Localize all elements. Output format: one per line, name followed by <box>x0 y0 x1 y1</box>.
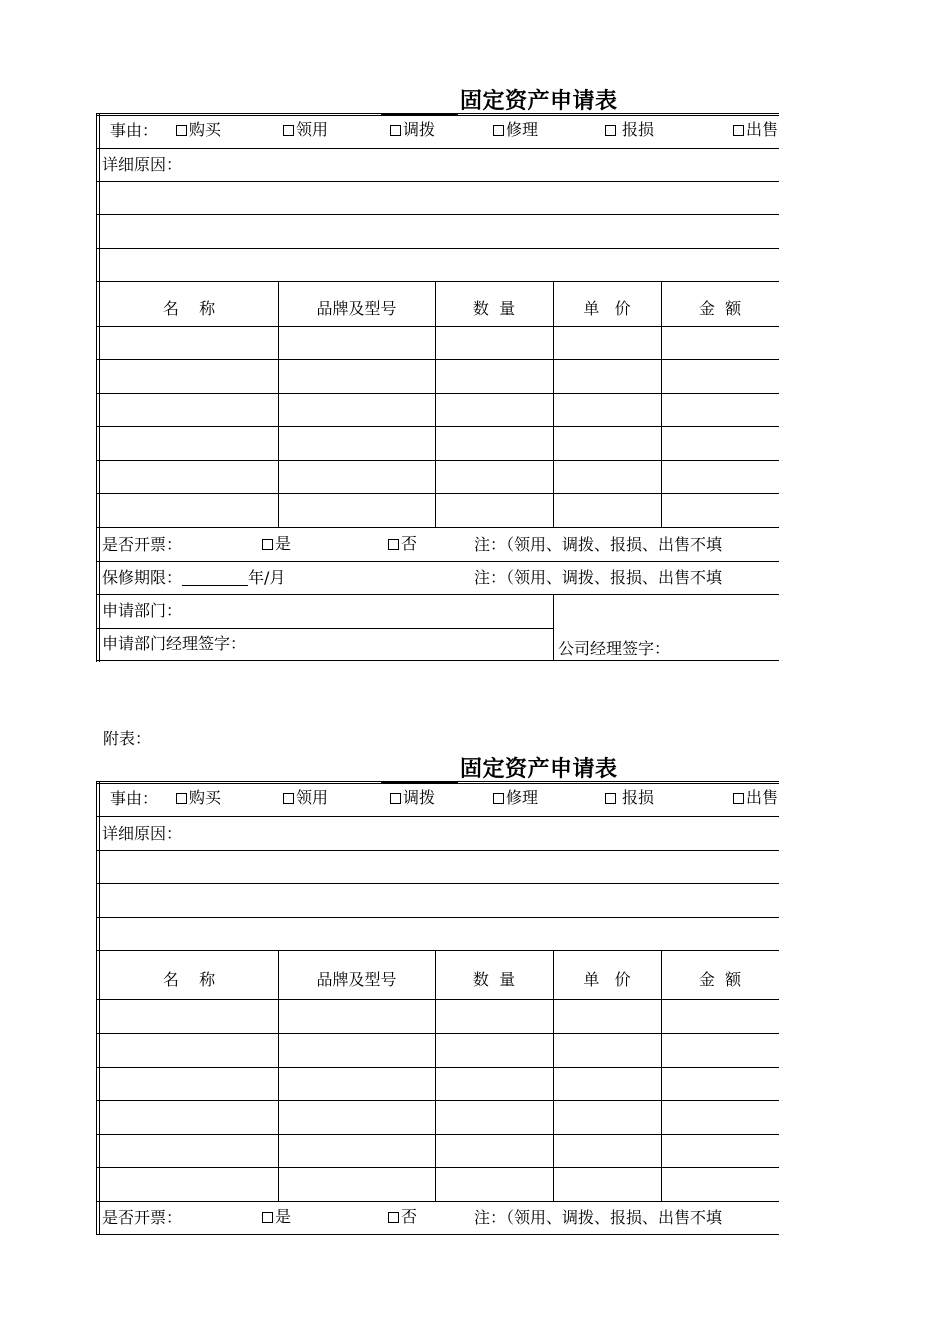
option-label: 调拨 <box>403 120 436 139</box>
col-header-amount: 金 额 <box>698 970 742 989</box>
invoice-yes[interactable] <box>262 1209 291 1225</box>
rule <box>96 248 779 249</box>
detail-label: 详细原因： <box>102 824 183 843</box>
dept-manager-sign: 申请部门经理签字： <box>102 634 247 653</box>
rule <box>96 883 779 884</box>
col-header-qty: 数 量 <box>472 970 516 989</box>
col-header-price: 单 价 <box>583 970 631 989</box>
rule <box>96 781 779 782</box>
checkbox[interactable] <box>390 125 401 136</box>
invoice-no[interactable] <box>388 1209 417 1225</box>
rule <box>96 1201 779 1202</box>
company-manager-sign: 公司经理签字： <box>558 639 671 658</box>
rule <box>96 783 779 784</box>
form-title <box>381 84 618 115</box>
rule <box>96 816 779 817</box>
invoice-note: 注：（领用、调拨、报损、出售不填 <box>474 535 723 554</box>
invoice-label: 是否开票： <box>102 535 183 554</box>
warranty-note: 注：（领用、调拨、报损、出售不填 <box>474 568 723 587</box>
option-label: 是 <box>275 1207 292 1226</box>
form-title <box>381 752 618 783</box>
invoice-no[interactable] <box>388 536 417 552</box>
option-purchase[interactable] <box>176 122 221 138</box>
rule <box>96 115 779 116</box>
rule <box>96 181 779 182</box>
option-label: 购买 <box>189 120 222 139</box>
option-label: 修理 <box>506 120 539 139</box>
option-label: 是 <box>275 534 292 553</box>
rule <box>96 113 779 114</box>
col-header-amount: 金 额 <box>698 299 742 318</box>
rule <box>96 950 779 951</box>
warranty-blank[interactable] <box>182 571 248 586</box>
rule <box>96 493 779 494</box>
option-label: 报损 <box>622 120 655 139</box>
checkbox[interactable] <box>390 793 401 804</box>
option-scrap[interactable] <box>605 122 654 138</box>
option-label: 修理 <box>506 788 539 807</box>
checkbox[interactable] <box>605 793 616 804</box>
rule <box>96 1033 779 1034</box>
option-repair[interactable] <box>493 790 538 806</box>
checkbox[interactable] <box>283 125 294 136</box>
rule <box>96 1100 779 1101</box>
form-2 <box>96 781 779 1235</box>
option-label: 出售 <box>746 120 779 139</box>
option-sell[interactable] <box>733 122 778 138</box>
form-1 <box>96 113 779 662</box>
checkbox[interactable] <box>733 793 744 804</box>
detail-label: 详细原因： <box>102 155 183 174</box>
invoice-note: 注：（领用、调拨、报损、出售不填 <box>474 1208 723 1227</box>
left-double-border <box>96 113 100 662</box>
checkbox[interactable] <box>493 125 504 136</box>
option-transfer[interactable] <box>390 122 435 138</box>
invoice-label: 是否开票： <box>102 1208 183 1227</box>
rule <box>96 561 779 562</box>
attachment-label: 附表： <box>103 729 152 748</box>
rule <box>96 214 779 215</box>
rule <box>96 1067 779 1068</box>
checkbox[interactable] <box>388 1212 399 1223</box>
rule <box>96 1167 779 1168</box>
title-text: 固定资产申请表 <box>460 89 618 114</box>
rule <box>96 281 779 282</box>
checkbox[interactable] <box>493 793 504 804</box>
warranty-label: 保修期限： <box>102 568 183 587</box>
rule <box>96 426 779 427</box>
col-header-name: 名 称 <box>162 299 216 318</box>
checkbox[interactable] <box>733 125 744 136</box>
title-text: 固定资产申请表 <box>460 757 618 782</box>
rule <box>96 359 779 360</box>
title-blank <box>381 760 458 783</box>
col-header-qty: 数 量 <box>472 299 516 318</box>
invoice-yes[interactable] <box>262 536 291 552</box>
warranty-field[interactable] <box>102 570 285 586</box>
col-line <box>553 594 554 661</box>
option-label: 否 <box>401 534 418 553</box>
rule <box>96 1234 779 1235</box>
rule <box>96 326 779 327</box>
option-label: 购买 <box>189 788 222 807</box>
option-label: 调拨 <box>403 788 436 807</box>
option-transfer[interactable] <box>390 790 435 806</box>
reason-inner-border <box>99 783 100 816</box>
option-sell[interactable] <box>733 790 778 806</box>
option-receive[interactable] <box>283 122 328 138</box>
reason-inner-border <box>99 115 100 148</box>
rule <box>96 148 779 149</box>
rule <box>96 999 779 1000</box>
option-label: 否 <box>401 1207 418 1226</box>
checkbox[interactable] <box>262 539 273 550</box>
option-purchase[interactable] <box>176 790 221 806</box>
option-receive[interactable] <box>283 790 328 806</box>
rule <box>96 460 779 461</box>
reason-label: 事由： <box>110 789 159 808</box>
checkbox[interactable] <box>176 125 187 136</box>
option-scrap[interactable] <box>605 790 654 806</box>
option-label: 出售 <box>746 788 779 807</box>
rule <box>96 917 779 918</box>
option-label: 报损 <box>622 788 655 807</box>
checkbox[interactable] <box>176 793 187 804</box>
reason-label: 事由： <box>110 121 159 140</box>
col-header-name: 名 称 <box>162 970 216 989</box>
checkbox[interactable] <box>388 539 399 550</box>
warranty-unit: 年/月 <box>248 568 286 587</box>
option-repair[interactable] <box>493 122 538 138</box>
rule <box>96 594 779 595</box>
rule <box>96 660 779 661</box>
checkbox[interactable] <box>262 1212 273 1223</box>
dept-label: 申请部门： <box>102 601 183 620</box>
title-blank <box>381 92 458 115</box>
rule <box>96 1134 779 1135</box>
rule <box>96 393 779 394</box>
rule <box>96 850 779 851</box>
col-header-price: 单 价 <box>583 299 631 318</box>
col-header-brand: 品牌及型号 <box>316 970 397 989</box>
col-header-brand: 品牌及型号 <box>316 299 397 318</box>
checkbox[interactable] <box>605 125 616 136</box>
checkbox[interactable] <box>283 793 294 804</box>
rule <box>96 527 779 528</box>
option-label: 领用 <box>296 120 329 139</box>
option-label: 领用 <box>296 788 329 807</box>
rule <box>96 628 554 629</box>
